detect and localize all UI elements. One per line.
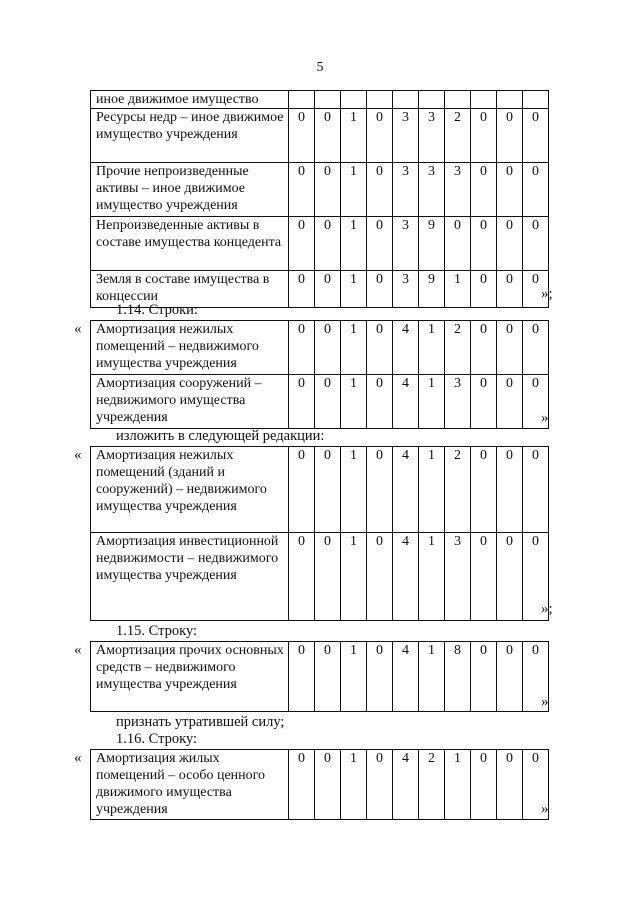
codes-table-section-3 bbox=[90, 446, 549, 621]
closing-quote: »; bbox=[541, 601, 553, 617]
code-digit: 4 bbox=[393, 321, 419, 375]
code-digit: 0 bbox=[315, 321, 341, 375]
code-digit: 0 bbox=[471, 375, 497, 429]
row-name: Прочие непроизведенные активы – иное движимое имущество учреждения bbox=[91, 163, 289, 217]
code-digit: 0 bbox=[471, 533, 497, 621]
row-name: Ресурсы недр – иное движимое имущество учреждения bbox=[91, 109, 289, 163]
paragraph-1-15: 1.15. Строку: bbox=[116, 623, 198, 639]
code-digit: 0 bbox=[471, 217, 497, 271]
table-row bbox=[91, 750, 549, 820]
row-name: Амортизация инвестиционной недвижимости – недвижимого имущества учреждения bbox=[91, 533, 289, 621]
paragraph-1-16: 1.16. Строку: bbox=[116, 731, 198, 747]
code-digit: 0 bbox=[367, 750, 393, 820]
code-digit: 1 bbox=[419, 533, 445, 621]
codes-table-section-1 bbox=[90, 90, 549, 308]
table-row bbox=[91, 447, 549, 533]
row-name: Амортизация нежилых помещений (зданий и сооружений) – недвижимого имущества учреждения bbox=[91, 447, 289, 533]
code-digit: 0 bbox=[471, 447, 497, 533]
code-digit: 0 bbox=[315, 217, 341, 271]
code-digit bbox=[341, 91, 367, 109]
opening-quote: « bbox=[74, 642, 82, 658]
code-digit: 0 bbox=[471, 163, 497, 217]
code-digit: 1 bbox=[419, 447, 445, 533]
code-digit: 0 bbox=[289, 163, 315, 217]
closing-quote: »; bbox=[541, 286, 553, 302]
code-digit: 4 bbox=[393, 533, 419, 621]
code-digit: 0 bbox=[497, 642, 523, 712]
row-name: иное движимое имущество bbox=[91, 91, 289, 109]
code-digit: 8 bbox=[445, 642, 471, 712]
opening-quote: « bbox=[74, 447, 82, 463]
code-digit: 0 bbox=[367, 109, 393, 163]
code-digit: 0 bbox=[497, 321, 523, 375]
code-digit: 2 bbox=[445, 321, 471, 375]
code-digit: 0 bbox=[523, 163, 549, 217]
code-digit: 4 bbox=[393, 642, 419, 712]
code-digit: 0 bbox=[523, 109, 549, 163]
codes-table bbox=[90, 446, 549, 621]
code-digit: 0 bbox=[471, 321, 497, 375]
code-digit: 0 bbox=[315, 109, 341, 163]
code-digit: 1 bbox=[341, 163, 367, 217]
code-digit: 1 bbox=[341, 109, 367, 163]
codes-table bbox=[90, 90, 549, 308]
code-digit: 0 bbox=[289, 271, 315, 308]
code-digit: 0 bbox=[289, 447, 315, 533]
paragraph-1-14: 1.14. Строки: bbox=[116, 302, 198, 318]
row-name: Земля в составе имущества в концессии bbox=[91, 271, 289, 308]
code-digit: 2 bbox=[419, 750, 445, 820]
code-digit: 1 bbox=[341, 321, 367, 375]
codes-table-section-2 bbox=[90, 320, 549, 429]
code-digit bbox=[523, 91, 549, 109]
code-digit: 9 bbox=[419, 271, 445, 308]
code-digit: 0 bbox=[367, 321, 393, 375]
codes-table bbox=[90, 320, 549, 429]
row-name: Амортизация нежилых помещений – недвижимого имущества учреждения bbox=[91, 321, 289, 375]
code-digit: 0 bbox=[289, 642, 315, 712]
code-digit: 1 bbox=[341, 271, 367, 308]
opening-quote: « bbox=[74, 321, 82, 337]
paragraph-void: признать утратившей силу; bbox=[116, 714, 285, 730]
closing-quote: » bbox=[541, 801, 549, 817]
row-name: Амортизация жилых помещений – особо ценного движимого имущества учреждения bbox=[91, 750, 289, 820]
code-digit: 3 bbox=[419, 109, 445, 163]
code-digit: 0 bbox=[367, 447, 393, 533]
code-digit: 0 bbox=[289, 321, 315, 375]
code-digit: 3 bbox=[445, 375, 471, 429]
code-digit: 0 bbox=[315, 271, 341, 308]
code-digit: 0 bbox=[315, 163, 341, 217]
row-name: Амортизация сооружений – недвижимого имущества учреждения bbox=[91, 375, 289, 429]
code-digit: 0 bbox=[497, 447, 523, 533]
code-digit: 0 bbox=[471, 109, 497, 163]
code-digit: 1 bbox=[341, 750, 367, 820]
closing-quote: » bbox=[541, 410, 549, 426]
code-digit: 0 bbox=[497, 533, 523, 621]
code-digit: 0 bbox=[523, 533, 549, 621]
code-digit bbox=[445, 91, 471, 109]
code-digit: 3 bbox=[393, 163, 419, 217]
code-digit bbox=[289, 91, 315, 109]
code-digit: 0 bbox=[289, 217, 315, 271]
code-digit: 2 bbox=[445, 447, 471, 533]
code-digit: 0 bbox=[367, 271, 393, 308]
code-digit: 9 bbox=[419, 217, 445, 271]
code-digit: 0 bbox=[367, 217, 393, 271]
code-digit bbox=[367, 91, 393, 109]
codes-table bbox=[90, 641, 549, 712]
code-digit: 1 bbox=[419, 321, 445, 375]
page-number: 5 bbox=[316, 60, 324, 75]
table-row bbox=[91, 163, 549, 217]
closing-quote: » bbox=[541, 694, 549, 710]
code-digit: 1 bbox=[341, 217, 367, 271]
code-digit: 0 bbox=[289, 750, 315, 820]
code-digit: 3 bbox=[393, 109, 419, 163]
code-digit: 0 bbox=[367, 533, 393, 621]
codes-table bbox=[90, 749, 549, 820]
code-digit: 0 bbox=[367, 375, 393, 429]
code-digit: 1 bbox=[341, 447, 367, 533]
table-row bbox=[91, 91, 549, 109]
code-digit: 0 bbox=[289, 109, 315, 163]
table-row bbox=[91, 375, 549, 429]
code-digit: 1 bbox=[341, 642, 367, 712]
code-digit: 0 bbox=[523, 750, 549, 820]
code-digit: 0 bbox=[315, 642, 341, 712]
code-digit: 0 bbox=[471, 271, 497, 308]
code-digit: 4 bbox=[393, 447, 419, 533]
code-digit: 0 bbox=[315, 447, 341, 533]
code-digit: 0 bbox=[497, 163, 523, 217]
codes-table-section-4 bbox=[90, 641, 549, 712]
code-digit: 0 bbox=[497, 271, 523, 308]
row-name: Амортизация прочих основных средств – недвижимого имущества учреждения bbox=[91, 642, 289, 712]
codes-table-section-5 bbox=[90, 749, 549, 820]
table-row bbox=[91, 321, 549, 375]
code-digit: 3 bbox=[419, 163, 445, 217]
code-digit: 1 bbox=[419, 642, 445, 712]
code-digit: 3 bbox=[393, 271, 419, 308]
code-digit: 1 bbox=[341, 375, 367, 429]
code-digit: 0 bbox=[471, 642, 497, 712]
code-digit bbox=[471, 91, 497, 109]
opening-quote: « bbox=[74, 750, 82, 766]
code-digit: 0 bbox=[523, 271, 549, 308]
code-digit: 2 bbox=[445, 109, 471, 163]
code-digit: 0 bbox=[497, 217, 523, 271]
code-digit bbox=[419, 91, 445, 109]
code-digit: 0 bbox=[315, 750, 341, 820]
table-row bbox=[91, 533, 549, 621]
code-digit: 4 bbox=[393, 375, 419, 429]
code-digit: 0 bbox=[471, 750, 497, 820]
code-digit: 4 bbox=[393, 750, 419, 820]
code-digit: 0 bbox=[497, 375, 523, 429]
code-digit: 0 bbox=[445, 217, 471, 271]
code-digit: 0 bbox=[523, 642, 549, 712]
code-digit: 3 bbox=[445, 533, 471, 621]
code-digit: 0 bbox=[367, 163, 393, 217]
code-digit: 0 bbox=[523, 321, 549, 375]
code-digit: 1 bbox=[341, 533, 367, 621]
code-digit: 3 bbox=[445, 163, 471, 217]
code-digit: 0 bbox=[523, 217, 549, 271]
code-digit bbox=[315, 91, 341, 109]
code-digit: 0 bbox=[315, 375, 341, 429]
code-digit: 0 bbox=[289, 375, 315, 429]
code-digit: 0 bbox=[497, 750, 523, 820]
code-digit: 0 bbox=[497, 109, 523, 163]
code-digit: 0 bbox=[315, 533, 341, 621]
code-digit bbox=[497, 91, 523, 109]
code-digit: 0 bbox=[523, 375, 549, 429]
paragraph-edit: изложить в следующей редакции: bbox=[116, 428, 325, 444]
code-digit bbox=[393, 91, 419, 109]
code-digit: 0 bbox=[367, 642, 393, 712]
table-row bbox=[91, 642, 549, 712]
code-digit: 1 bbox=[419, 375, 445, 429]
row-name: Непроизведенные активы в составе имущества концедента bbox=[91, 217, 289, 271]
table-row bbox=[91, 217, 549, 271]
code-digit: 0 bbox=[289, 533, 315, 621]
code-digit: 0 bbox=[523, 447, 549, 533]
code-digit: 3 bbox=[393, 217, 419, 271]
code-digit: 1 bbox=[445, 271, 471, 308]
table-row bbox=[91, 109, 549, 163]
code-digit: 1 bbox=[445, 750, 471, 820]
